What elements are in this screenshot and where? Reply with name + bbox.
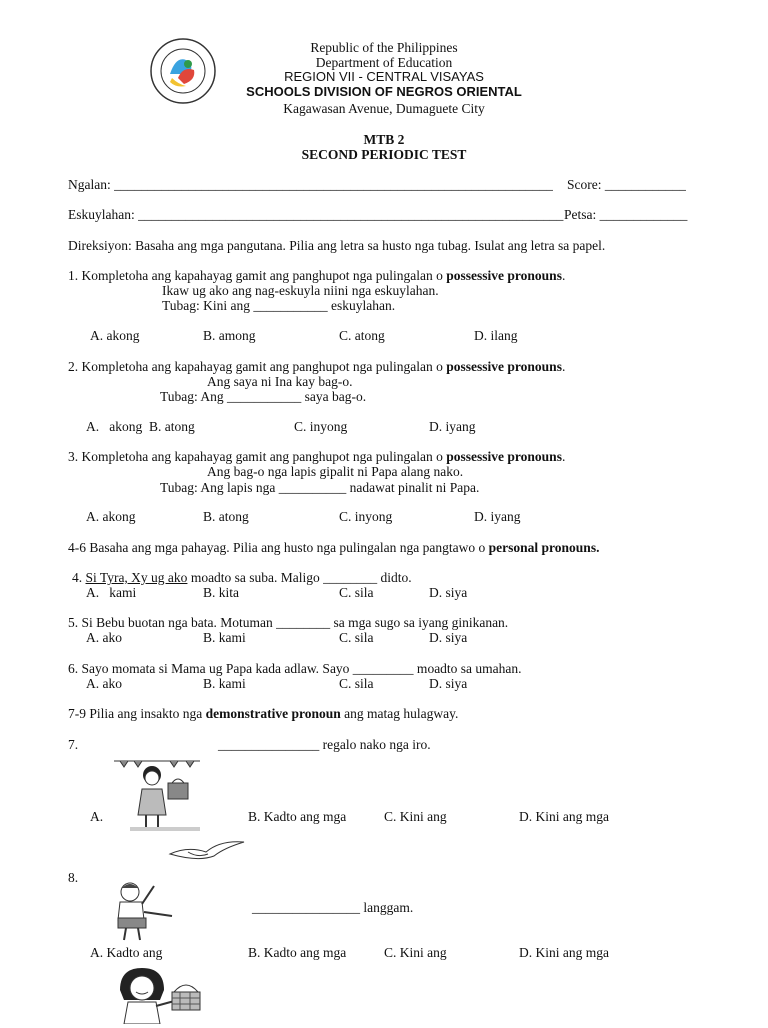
q4-choice-a[interactable]: A. kami (86, 585, 137, 600)
q1-choice-a[interactable]: A. akong (90, 328, 140, 343)
ngalan-field[interactable]: Ngalan: _________________________________________________________________ (68, 177, 553, 192)
q2-sentence: Ang saya ni Ina kay bag-o. (207, 374, 353, 389)
q6-choice-a[interactable]: A. ako (86, 676, 122, 691)
q5-choice-a[interactable]: A. ako (86, 630, 122, 645)
q1-prompt: 1. Kompletoha ang kapahayag gamit ang panghupot nga pulingalan o possessive pronouns. (68, 268, 566, 283)
header-department: Department of Education (315, 55, 453, 70)
q5-sentence: 5. Si Bebu buotan nga bata. Motuman ________ sa mga sugo sa iyang ginikanan. (68, 615, 509, 630)
q7-choice-c[interactable]: C. Kini ang (384, 809, 447, 824)
section-7-9-instructions: 7-9 Pilia ang insakto nga demonstrative pronoun ang matag hulagway. (68, 706, 459, 721)
q3-choice-b[interactable]: B. atong (203, 509, 249, 524)
bird-picture (168, 838, 246, 864)
q8-choice-a[interactable]: A. Kadto ang (90, 945, 163, 960)
q7-number: 7. (68, 737, 79, 752)
q1-sentence: Ikaw ug ako ang nag-eskuyla niini nga eskuylahan. (162, 283, 439, 298)
q5-choice-b[interactable]: B. kami (203, 630, 246, 645)
header-republic: Republic of the Philippines (310, 40, 458, 55)
q7-sentence: _______________ regalo nako nga iro. (218, 737, 431, 752)
q4-choice-c[interactable]: C. sila (339, 585, 374, 600)
q6-sentence: 6. Sayo momata si Mama ug Papa kada adlaw. Sayo _________ moadto sa umahan. (68, 661, 522, 676)
q2-prompt: 2. Kompletoha ang kapahayag gamit ang panghupot nga pulingalan o possessive pronouns. (68, 359, 566, 374)
girl-with-basket-picture (110, 966, 218, 1024)
test-subject: MTB 2 (363, 132, 405, 147)
q8-choice-b[interactable]: B. Kadto ang mga (248, 945, 347, 960)
q1-choice-b[interactable]: B. among (203, 328, 256, 343)
q2-answer-line: Tubag: Ang ___________ saya bag-o. (160, 389, 367, 404)
q5-choice-d[interactable]: D. siya (429, 630, 468, 645)
header-address: Kagawasan Avenue, Dumaguete City (283, 101, 485, 116)
q8-choice-c[interactable]: C. Kini ang (384, 945, 447, 960)
header-division: SCHOOLS DIVISION OF NEGROS ORIENTAL (246, 84, 522, 99)
q3-prompt: 3. Kompletoha ang kapahayag gamit ang panghupot nga pulingalan o possessive pronouns. (68, 449, 566, 464)
q4-sentence: 4. Si Tyra, Xy ug ako moadto sa suba. Maligo ________ didto. (72, 570, 412, 585)
q2-choice-d[interactable]: D. iyang (429, 419, 476, 434)
petsa-field[interactable]: Petsa: _____________ (564, 207, 688, 222)
q7-choice-d[interactable]: D. Kini ang mga (519, 809, 609, 824)
q8-choice-d[interactable]: D. Kini ang mga (519, 945, 609, 960)
test-title: SECOND PERIODIC TEST (301, 147, 467, 162)
header-region: REGION VII - CENTRAL VISAYAS (284, 69, 484, 84)
q3-sentence: Ang bag-o nga lapis gipalit ni Papa alang nako. (207, 464, 464, 479)
q6-choice-c[interactable]: C. sila (339, 676, 374, 691)
girl-with-gift-picture (110, 755, 202, 833)
q4-choice-b[interactable]: B. kita (203, 585, 239, 600)
q5-choice-c[interactable]: C. sila (339, 630, 374, 645)
q7-choice-a[interactable]: A. (90, 809, 104, 824)
q3-choice-c[interactable]: C. inyong (339, 509, 393, 524)
q2-choice-ab[interactable]: A. akong B. atong (86, 419, 195, 434)
q3-choice-a[interactable]: A. akong (86, 509, 136, 524)
q1-choice-c[interactable]: C. atong (339, 328, 385, 343)
q3-choice-d[interactable]: D. iyang (474, 509, 521, 524)
q7-choice-b[interactable]: B. Kadto ang mga (248, 809, 347, 824)
score-field[interactable]: Score: ____________ (567, 177, 686, 192)
q1-answer-line: Tubag: Kini ang ___________ eskuylahan. (162, 298, 396, 313)
q2-choice-c[interactable]: C. inyong (294, 419, 348, 434)
q8-number: 8. (68, 870, 79, 885)
q6-choice-b[interactable]: B. kami (203, 676, 246, 691)
q6-choice-d[interactable]: D. siya (429, 676, 468, 691)
q3-answer-line: Tubag: Ang lapis nga __________ nadawat pinalit ni Papa. (160, 480, 480, 495)
q1-choice-d[interactable]: D. ilang (474, 328, 518, 343)
q4-choice-d[interactable]: D. siya (429, 585, 468, 600)
boy-pointing-picture (108, 880, 178, 942)
q8-sentence: ________________ langgam. (252, 900, 414, 915)
section-4-6-instructions: 4-6 Basaha ang mga pahayag. Pilia ang husto nga pulingalan nga pangtawo o personal pronouns. (68, 540, 600, 555)
eskuylahan-field[interactable]: Eskuylahan: _______________________________________________________________ (68, 207, 564, 222)
directions: Direksiyon: Basaha ang mga pangutana. Pilia ang letra sa husto nga tubag. Isulat ang letra sa papel. (68, 238, 606, 253)
